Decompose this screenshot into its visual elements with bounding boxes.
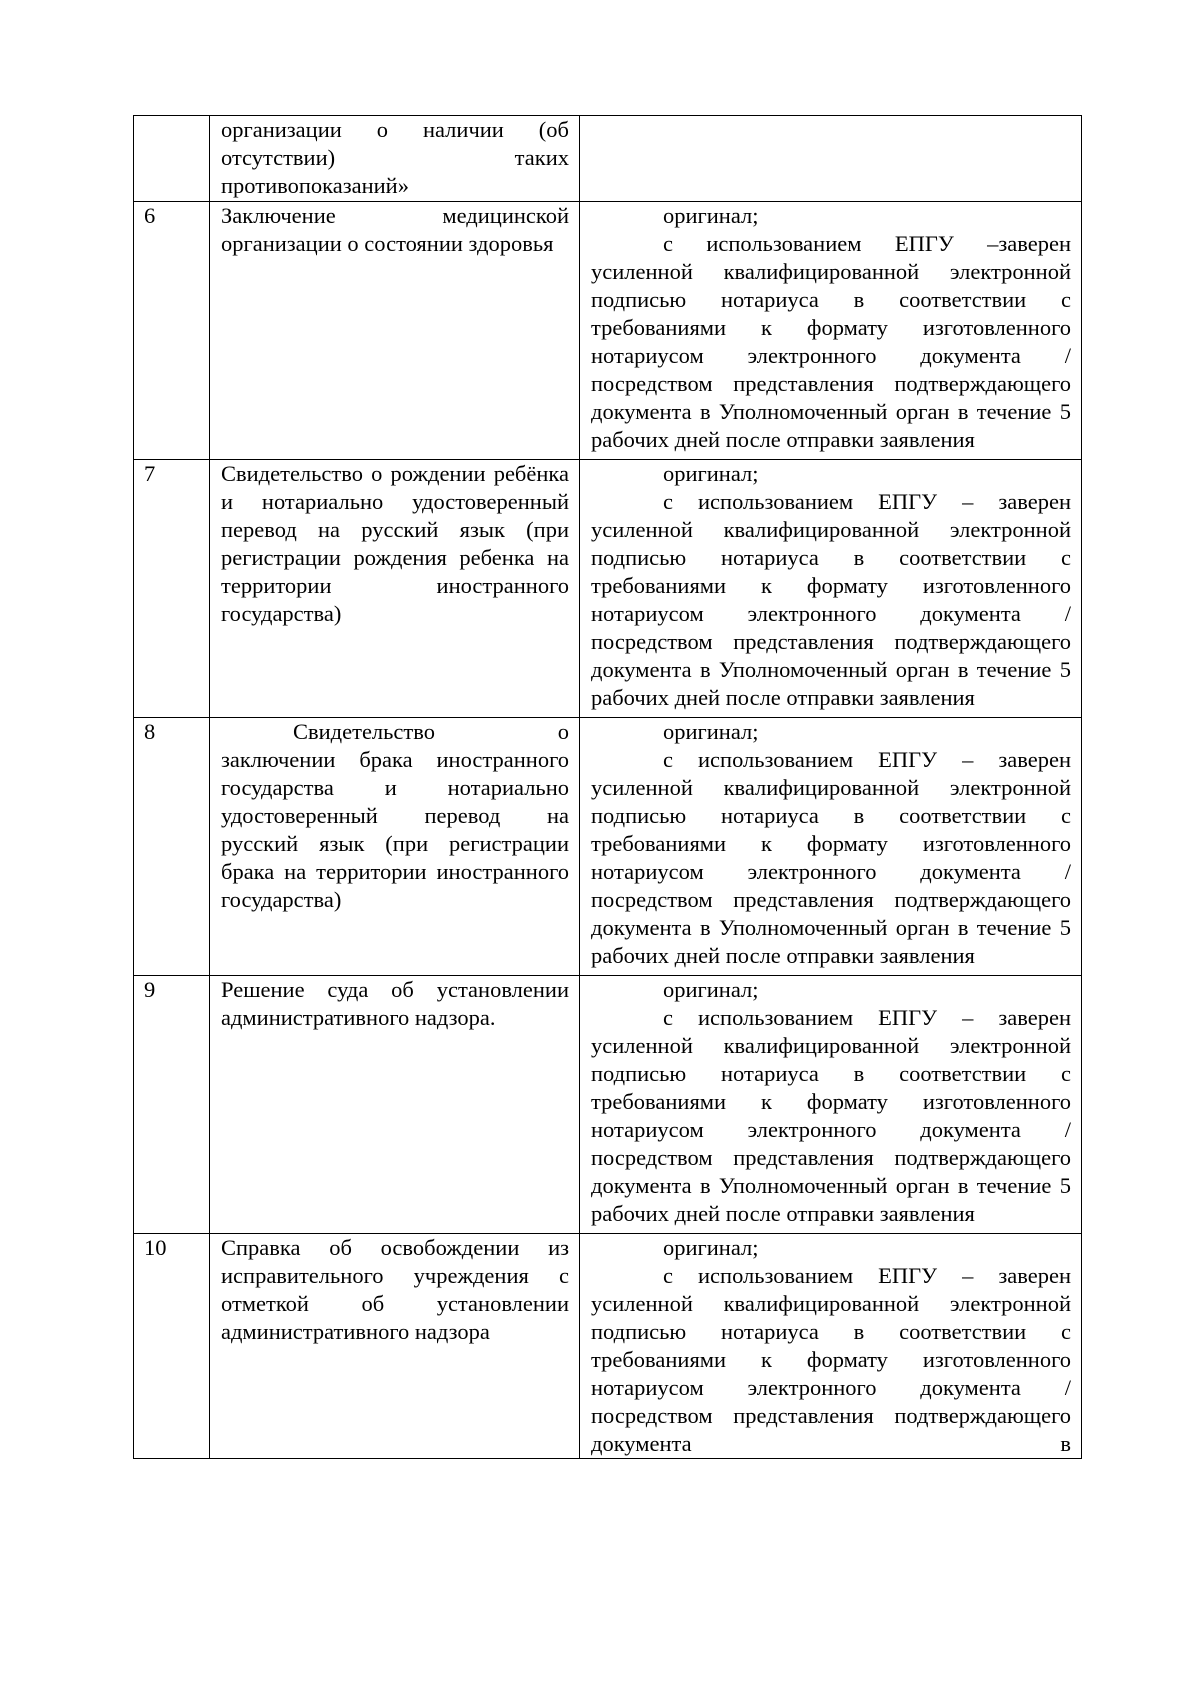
table-row (134, 976, 1082, 1234)
table-row (134, 460, 1082, 718)
document-name: Решение суда об установлении административного надзора. (210, 976, 580, 1234)
documents-table (133, 115, 1082, 1459)
table-row (134, 116, 1082, 202)
document-name: Свидетельство о заключении брака иностранного государства и нотариально удостоверенный перевод на русский язык (при регистрации брака на территории иностранного государства) (210, 718, 580, 976)
row-number: 6 (134, 202, 210, 460)
document-name: Справка об освобождении из исправительного учреждения с отметкой об установлении административного надзора (210, 1234, 580, 1459)
row-number: 9 (134, 976, 210, 1234)
document-form: оригинал; с использованием ЕПГУ –заверен усиленной квалифицированной электронной подписью нотариуса в соответствии с требованиями к формату изготовленного нотариусом электронного документа / посредством представления подтверждающего документа в Уполномоченный орган в течение 5 рабочих дней после отправки заявления (580, 202, 1082, 460)
document-form: оригинал; с использованием ЕПГУ – заверен усиленной квалифицированной электронной подписью нотариуса в соответствии с требованиями к формату изготовленного нотариусом электронного документа / посредством представления подтверждающего документа в Уполномоченный орган в течение 5 рабочих дней после отправки заявления (580, 460, 1082, 718)
document-form: оригинал; с использованием ЕПГУ – заверен усиленной квалифицированной электронной подписью нотариуса в соответствии с требованиями к формату изготовленного нотариусом электронного документа / посредством представления подтверждающего документа в Уполномоченный орган в течение 5 рабочих дней после отправки заявления (580, 718, 1082, 976)
document-name: организации о наличии (об отсутствии) таких противопоказаний» (210, 116, 580, 202)
row-number: 8 (134, 718, 210, 976)
table-row (134, 1234, 1082, 1459)
row-number: 10 (134, 1234, 210, 1459)
document-form (580, 116, 1082, 202)
document-name: Заключение медицинской организации о состоянии здоровья (210, 202, 580, 460)
table-row (134, 718, 1082, 976)
document-form: оригинал; с использованием ЕПГУ – заверен усиленной квалифицированной электронной подписью нотариуса в соответствии с требованиями к формату изготовленного нотариусом электронного документа / посредством представления подтверждающего документа в Уполномоченный орган в течение 5 рабочих дней после отправки заявления (580, 976, 1082, 1234)
table-row (134, 202, 1082, 460)
document-name: Свидетельство о рождении ребёнка и нотариально удостоверенный перевод на русский язык (при регистрации рождения ребенка на территории иностранного государства) (210, 460, 580, 718)
row-number: 7 (134, 460, 210, 718)
row-number (134, 116, 210, 202)
document-form: оригинал; с использованием ЕПГУ – заверен усиленной квалифицированной электронной подписью нотариуса в соответствии с требованиями к формату изготовленного нотариусом электронного документа / посредством представления подтверждающего документа в (580, 1234, 1082, 1459)
